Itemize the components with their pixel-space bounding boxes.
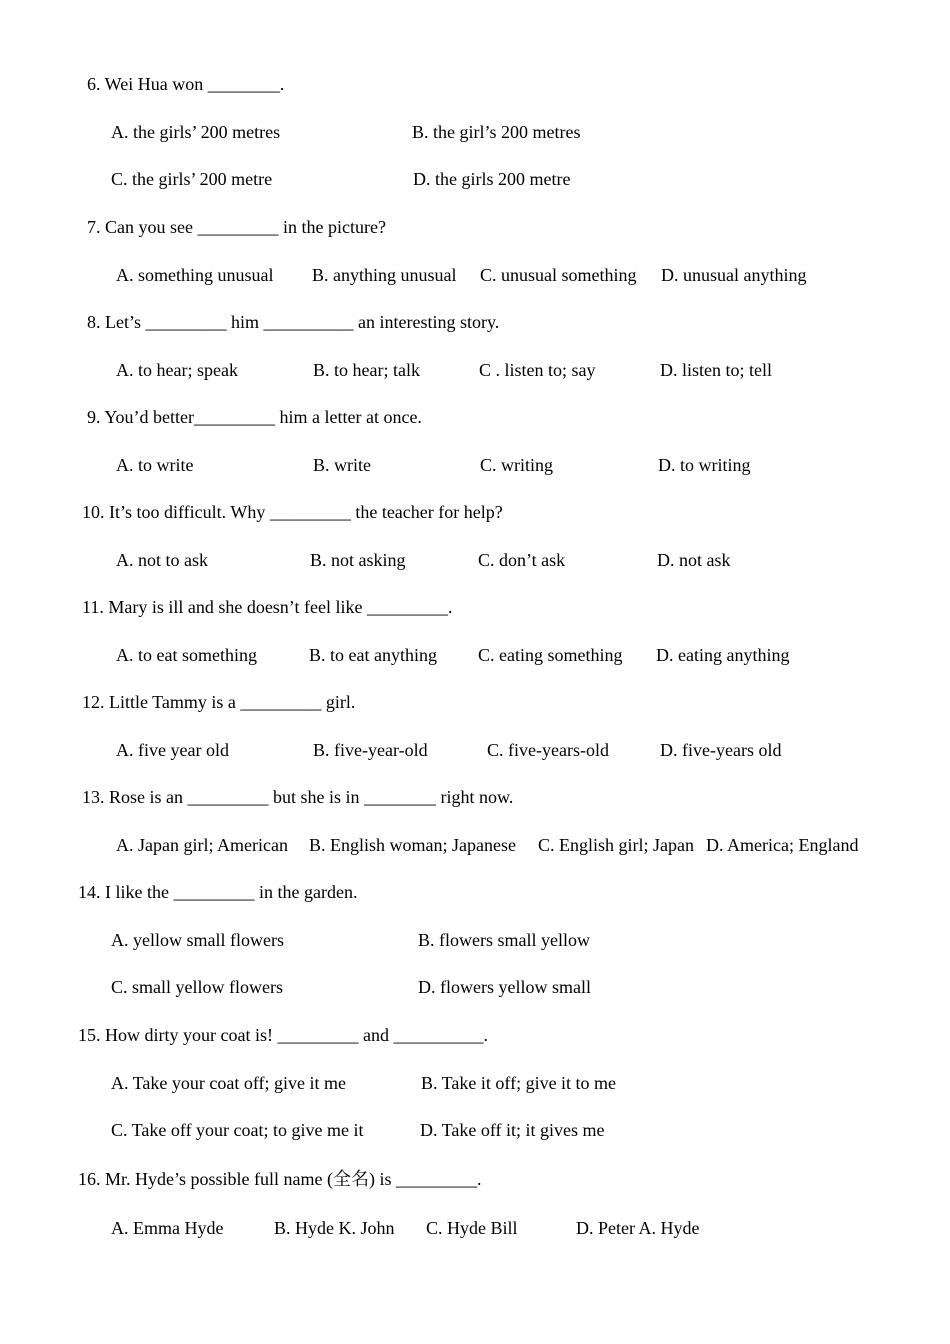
question-6-option-c: C. the girls’ 200 metre bbox=[111, 169, 273, 189]
question-10-stem: 10. It’s too difficult. Why _________ the teacher for help? bbox=[82, 502, 503, 522]
question-13-option-a: A. Japan girl; American bbox=[116, 835, 288, 855]
question-11-option-c: C. eating something bbox=[478, 645, 623, 665]
question-16-option-d: D. Peter A. Hyde bbox=[576, 1218, 700, 1238]
question-16-option-a: A. Emma Hyde bbox=[111, 1218, 224, 1238]
question-6-option-d: D. the girls 200 metre bbox=[413, 169, 571, 189]
question-15-option-b: B. Take it off; give it to me bbox=[421, 1073, 617, 1093]
question-16-option-c: C. Hyde Bill bbox=[426, 1218, 518, 1238]
question-15-option-d: D. Take off it; it gives me bbox=[420, 1120, 605, 1140]
question-11-option-b: B. to eat anything bbox=[309, 645, 437, 665]
question-7-option-b: B. anything unusual bbox=[312, 265, 457, 285]
question-12-stem: 12. Little Tammy is a _________ girl. bbox=[82, 692, 356, 712]
question-9-option-d: D. to writing bbox=[658, 455, 751, 475]
question-15-option-a: A. Take your coat off; give it me bbox=[111, 1073, 347, 1093]
question-10-option-c: C. don’t ask bbox=[478, 550, 566, 570]
question-13-stem: 13. Rose is an _________ but she is in ________ right now. bbox=[82, 787, 514, 807]
question-9-option-a: A. to write bbox=[116, 455, 194, 475]
question-7-stem: 7. Can you see _________ in the picture? bbox=[87, 217, 386, 237]
question-6-option-b: B. the girl’s 200 metres bbox=[412, 122, 581, 142]
question-11-option-a: A. to eat something bbox=[116, 645, 257, 665]
question-8-option-a: A. to hear; speak bbox=[116, 360, 238, 380]
question-7-option-c: C. unusual something bbox=[480, 265, 637, 285]
question-15-option-c: C. Take off your coat; to give me it bbox=[111, 1120, 364, 1140]
question-16-option-b: B. Hyde K. John bbox=[274, 1218, 395, 1238]
question-6-option-a: A. the girls’ 200 metres bbox=[111, 122, 281, 142]
question-7-option-a: A. something unusual bbox=[116, 265, 274, 285]
question-11-option-d: D. eating anything bbox=[656, 645, 790, 665]
question-14-option-b: B. flowers small yellow bbox=[418, 930, 590, 950]
question-15-stem: 15. How dirty your coat is! _________ and __________. bbox=[78, 1025, 488, 1045]
question-14-option-a: A. yellow small flowers bbox=[111, 930, 284, 950]
question-13-option-c: C. English girl; Japan bbox=[538, 835, 694, 855]
question-12-option-b: B. five-year-old bbox=[313, 740, 428, 760]
question-10-option-a: A. not to ask bbox=[116, 550, 208, 570]
question-8-option-b: B. to hear; talk bbox=[313, 360, 420, 380]
question-6-stem: 6. Wei Hua won ________. bbox=[87, 74, 285, 94]
question-14-option-c: C. small yellow flowers bbox=[111, 977, 283, 997]
question-12-option-a: A. five year old bbox=[116, 740, 229, 760]
question-16-stem: 16. Mr. Hyde’s possible full name (全名) is _________. bbox=[78, 1169, 482, 1189]
question-14-stem: 14. I like the _________ in the garden. bbox=[78, 882, 358, 902]
question-11-stem: 11. Mary is ill and she doesn’t feel like _________. bbox=[82, 597, 453, 617]
question-8-stem: 8. Let’s _________ him __________ an interesting story. bbox=[87, 312, 500, 332]
question-12-option-d: D. five-years old bbox=[660, 740, 782, 760]
question-9-option-c: C. writing bbox=[480, 455, 554, 475]
question-13-option-d: D. America; England bbox=[706, 835, 859, 855]
question-8-option-d: D. listen to; tell bbox=[660, 360, 772, 380]
question-7-option-d: D. unusual anything bbox=[661, 265, 807, 285]
question-10-option-b: B. not asking bbox=[310, 550, 406, 570]
question-8-option-c: C . listen to; say bbox=[479, 360, 596, 380]
question-12-option-c: C. five-years-old bbox=[487, 740, 609, 760]
question-9-stem: 9. You’d better_________ him a letter at once. bbox=[87, 407, 422, 427]
question-13-option-b: B. English woman; Japanese bbox=[309, 835, 516, 855]
question-10-option-d: D. not ask bbox=[657, 550, 731, 570]
question-9-option-b: B. write bbox=[313, 455, 371, 475]
question-14-option-d: D. flowers yellow small bbox=[418, 977, 591, 997]
